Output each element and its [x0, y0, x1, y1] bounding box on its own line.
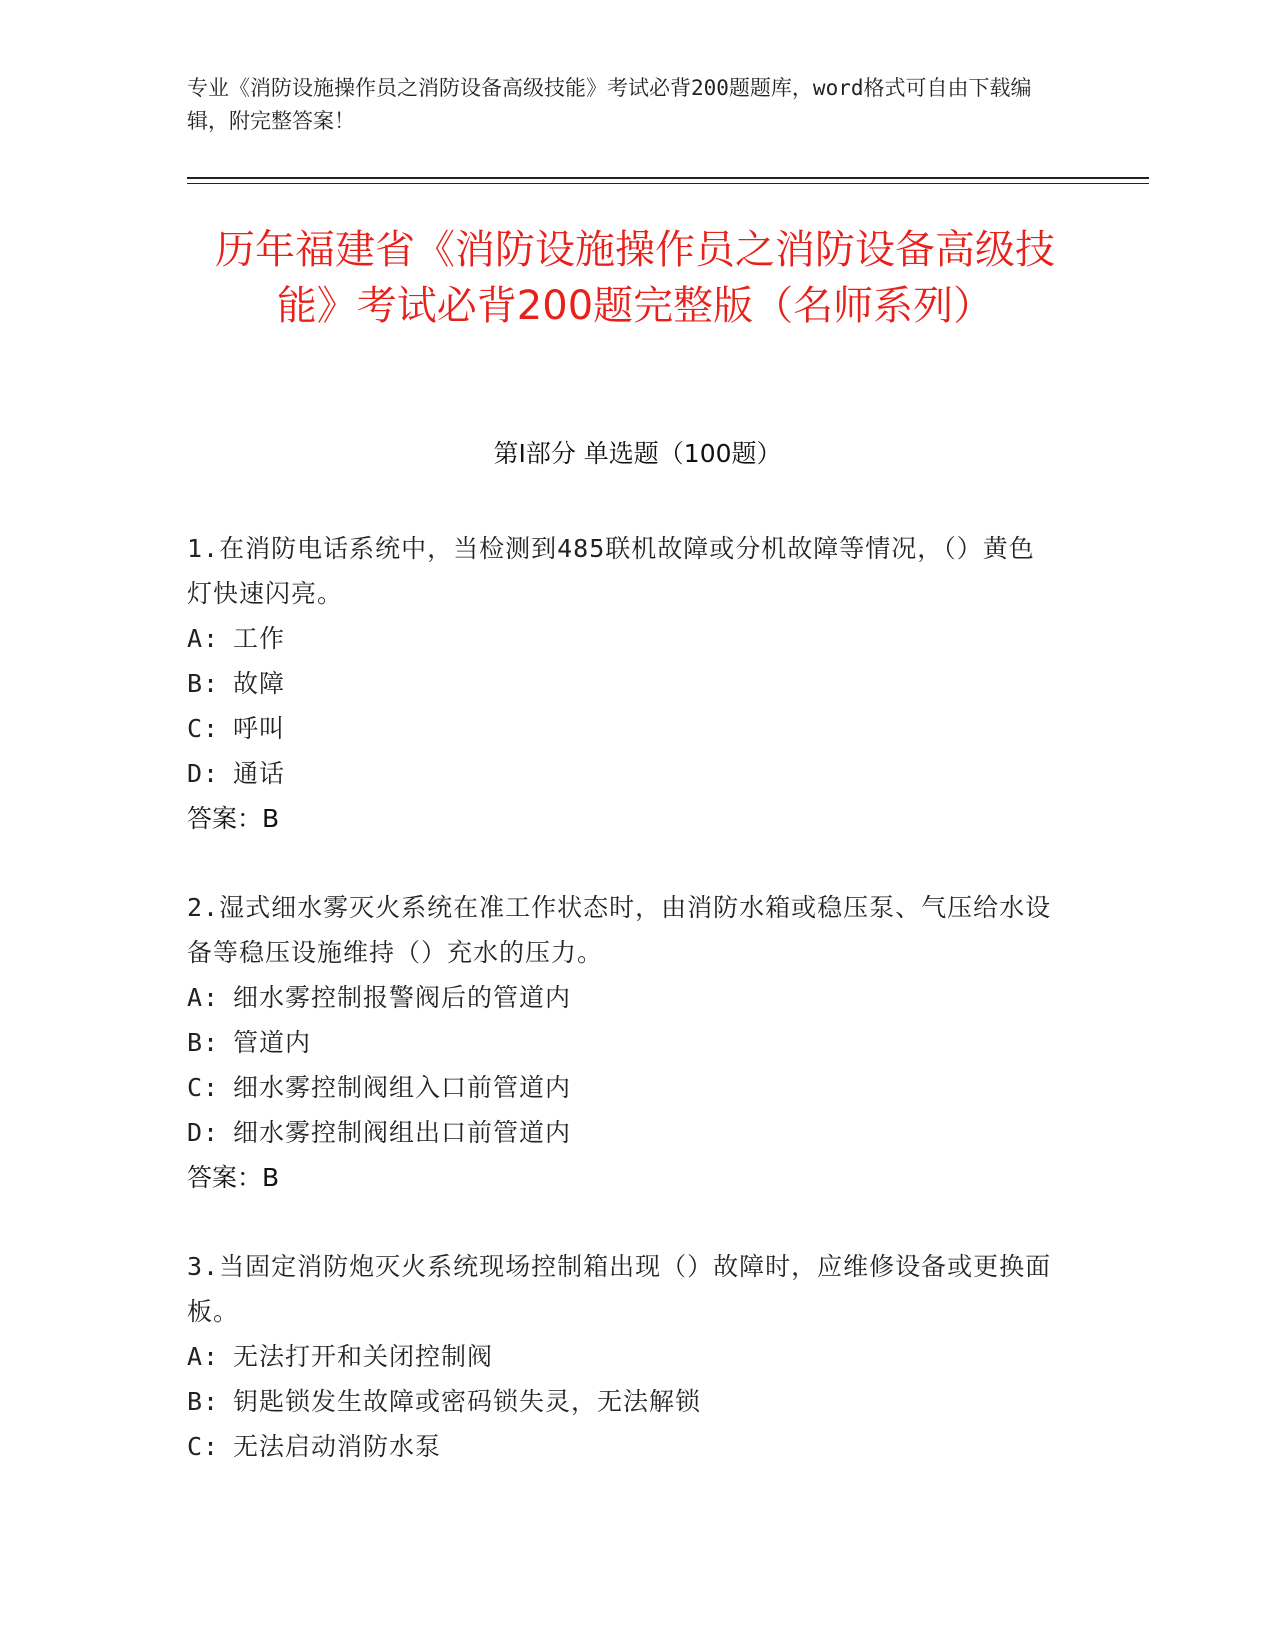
answer: 答案：B	[187, 804, 280, 833]
header-divider-thick	[187, 177, 1149, 179]
question-stem: 2.湿式细水雾灭火系统在准工作状态时，由消防水箱或稳压泵、气压给水设备等稳压设施维持（）充水的压力。	[187, 893, 1052, 967]
question-stem: 1.在消防电话系统中，当检测到485联机故障或分机故障等情况，（）黄色灯快速闪亮。	[187, 534, 1035, 608]
option-text: 细水雾控制阀组出口前管道内	[233, 1118, 572, 1147]
question-3	[187, 1244, 1057, 1469]
question-1	[187, 526, 1057, 841]
option-d	[187, 751, 1057, 796]
option-key: C:	[187, 1432, 220, 1461]
option-c	[187, 1065, 1057, 1110]
option-text: 钥匙锁发生故障或密码锁失灵，无法解锁	[233, 1387, 702, 1416]
option-key: C:	[187, 1073, 220, 1102]
option-c	[187, 706, 1057, 751]
option-key: A:	[187, 1342, 220, 1371]
option-text: 管道内	[233, 1028, 312, 1057]
option-text: 无法启动消防水泵	[233, 1432, 442, 1461]
option-key: B:	[187, 1028, 220, 1057]
option-text: 呼叫	[233, 714, 286, 743]
option-key: B:	[187, 669, 220, 698]
option-key: D:	[187, 1118, 220, 1147]
question-stem: 3.当固定消防炮灭火系统现场控制箱出现（）故障时，应维修设备或更换面板。	[187, 1252, 1052, 1326]
option-text: 细水雾控制报警阀后的管道内	[233, 983, 572, 1012]
option-d	[187, 1110, 1057, 1155]
option-text: 通话	[233, 759, 286, 788]
section-heading: 第Ⅰ部分 单选题（100题）	[493, 439, 782, 468]
option-text: 工作	[233, 624, 286, 653]
document-title: 历年福建省《消防设施操作员之消防设备高级技能》考试必背200题完整版（名师系列）	[215, 227, 1055, 329]
option-text: 故障	[233, 669, 286, 698]
option-key: A:	[187, 983, 220, 1012]
option-b	[187, 661, 1057, 706]
option-a	[187, 975, 1057, 1020]
option-b	[187, 1379, 1057, 1424]
option-a	[187, 616, 1057, 661]
option-key: B:	[187, 1387, 220, 1416]
header-divider-thin	[187, 183, 1149, 184]
answer: 答案：B	[187, 1163, 280, 1192]
option-text: 细水雾控制阀组入口前管道内	[233, 1073, 572, 1102]
option-key: C:	[187, 714, 220, 743]
option-key: D:	[187, 759, 220, 788]
header-note: 专业《消防设施操作员之消防设备高级技能》考试必背200题题库，word格式可自由下载编辑，附完整答案！	[187, 76, 1032, 133]
question-list	[187, 526, 1057, 1513]
question-2	[187, 885, 1057, 1200]
option-c	[187, 1424, 1057, 1469]
option-b	[187, 1020, 1057, 1065]
option-a	[187, 1334, 1057, 1379]
option-text: 无法打开和关闭控制阀	[233, 1342, 494, 1371]
option-key: A:	[187, 624, 220, 653]
